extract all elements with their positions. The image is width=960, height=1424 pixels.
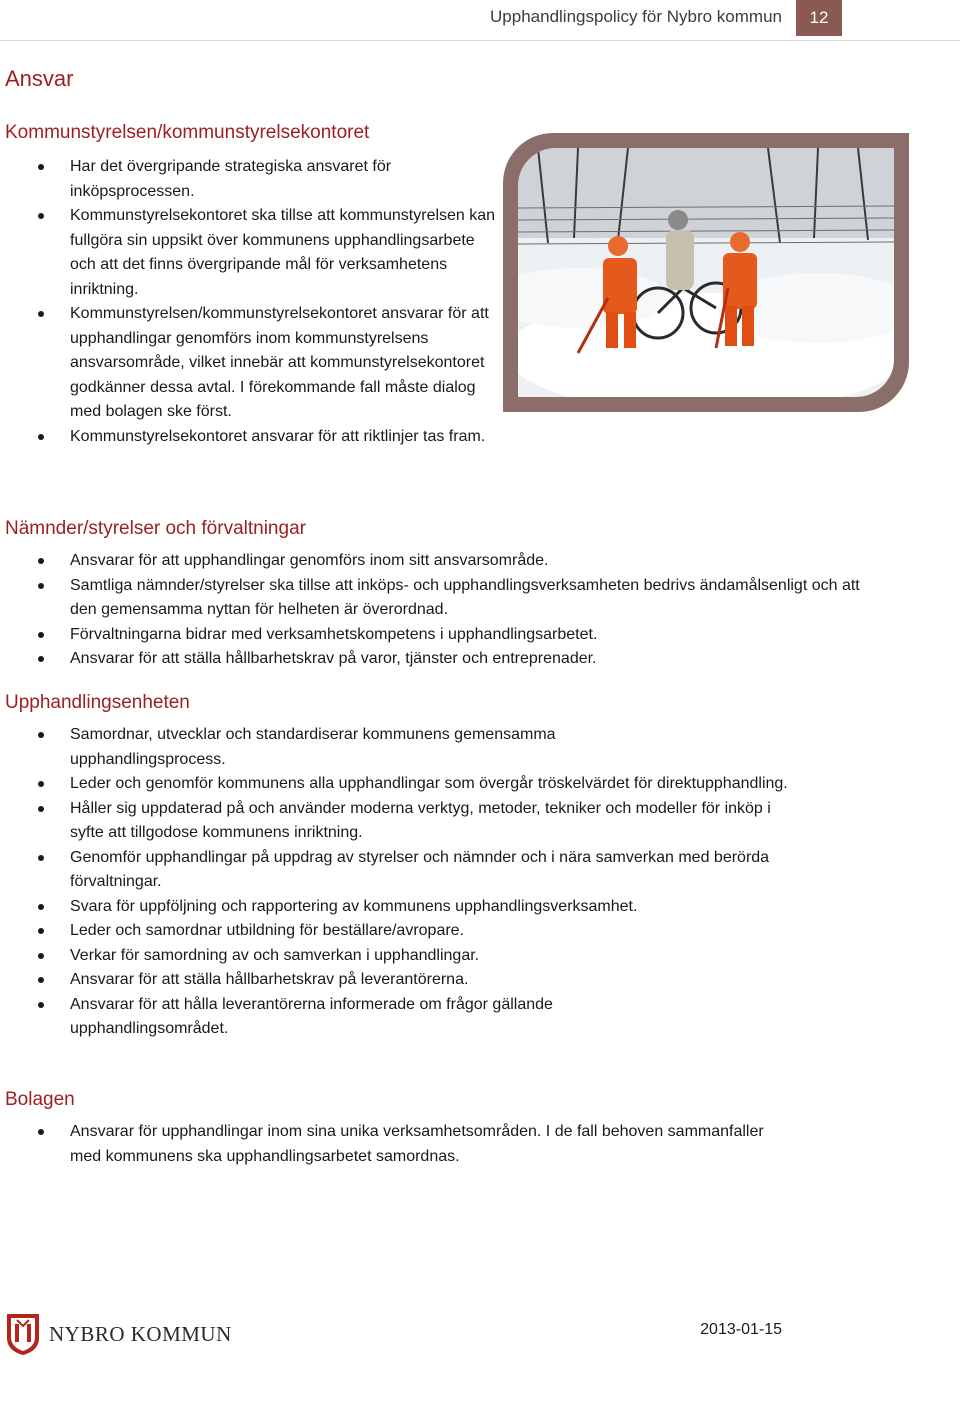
list-item: Genomför upphandlingar på uppdrag av styrelser och nämnder och i nära samverkan med berörda förvaltningar.: [0, 846, 775, 895]
logo-text: NYBRO KOMMUN: [49, 1322, 232, 1346]
snow-workers-photo: [518, 148, 894, 397]
list-item: Ansvarar för att hålla leverantörerna informerade om frågor gällande upphandlingsområdet.: [0, 993, 650, 1042]
section-heading-kommunstyrelsen: Kommunstyrelsen/kommunstyrelsekontoret: [5, 122, 370, 143]
list-item: Håller sig uppdaterad på och använder moderna verktyg, metoder, tekniker och modeller för inköp i syfte att tillgodose kommunens inriktning.: [0, 797, 790, 846]
section-heading-upphandlingsenheten: Upphandlingsenheten: [5, 692, 190, 713]
list-item: Kommunstyrelsen/kommunstyrelsekontoret ansvarar för att upphandlingar genomförs inom kommunstyrelsens ansvarsområde, vilket innebär att kommunstyrelsekontoret godkänner dessa avtal. I förekommande fall måste dialog med bolagen ske först.: [0, 302, 500, 425]
bullet-list-kommunstyrelsen: [0, 155, 500, 449]
list-item: Ansvarar för att ställa hållbarhetskrav på leverantörerna.: [0, 968, 790, 993]
list-item: Har det övergripande strategiska ansvaret för inköpsprocessen.: [0, 155, 500, 204]
header-divider: [0, 40, 960, 41]
list-item: Ansvarar för upphandlingar inom sina unika verksamhetsområden. I de fall behoven sammanfaller med kommunens ska upphandlingsarbetet samordnas.: [0, 1120, 790, 1169]
footer-date: 2013-01-15: [700, 1321, 782, 1338]
list-item: Samordnar, utvecklar och standardiserar kommunens gemensamma upphandlingsprocess.: [0, 723, 640, 772]
page-number: 12: [796, 0, 842, 36]
nybro-coat-of-arms-icon: [5, 1312, 41, 1356]
list-item: Verkar för samordning av och samverkan i upphandlingar.: [0, 944, 790, 969]
section-heading-bolagen: Bolagen: [5, 1089, 75, 1110]
bullet-list-upphandlingsenheten: [0, 723, 790, 1042]
photo-frame: [503, 133, 909, 412]
section-heading-namnder: Nämnder/styrelser och förvaltningar: [5, 518, 306, 539]
list-item: Leder och samordnar utbildning för beställare/avropare.: [0, 919, 790, 944]
list-item: Kommunstyrelsekontoret ansvarar för att riktlinjer tas fram.: [0, 425, 590, 450]
list-item: Svara för uppföljning och rapportering av kommunens upphandlingsverksamhet.: [0, 895, 790, 920]
list-item: Kommunstyrelsekontoret ska tillse att kommunstyrelsen kan fullgöra sin uppsikt över kommunens upphandlingsarbete och att det finns övergripande mål för verksamhetens inriktning.: [0, 204, 500, 302]
bullet-list-bolagen: [0, 1120, 790, 1169]
list-item: Förvaltningarna bidrar med verksamhetskompetens i upphandlingsarbetet.: [0, 623, 860, 648]
list-item: Ansvarar för att ställa hållbarhetskrav på varor, tjänster och entreprenader.: [0, 647, 860, 672]
bullet-list-namnder: [0, 549, 860, 672]
document-title: Upphandlingspolicy för Nybro kommun: [490, 7, 782, 26]
list-item: Ansvarar för att upphandlingar genomförs inom sitt ansvarsområde.: [0, 549, 860, 574]
list-item: Samtliga nämnder/styrelser ska tillse att inköps- och upphandlingsverksamheten bedrivs ändamålsenligt och att den gemensamma nyttan för helheten är överordnad.: [0, 574, 860, 623]
page-title: Ansvar: [5, 66, 74, 91]
nybro-logo: [5, 1312, 245, 1358]
list-item: Leder och genomför kommunens alla upphandlingar som övergår tröskelvärdet för direktupphandling.: [0, 772, 790, 797]
